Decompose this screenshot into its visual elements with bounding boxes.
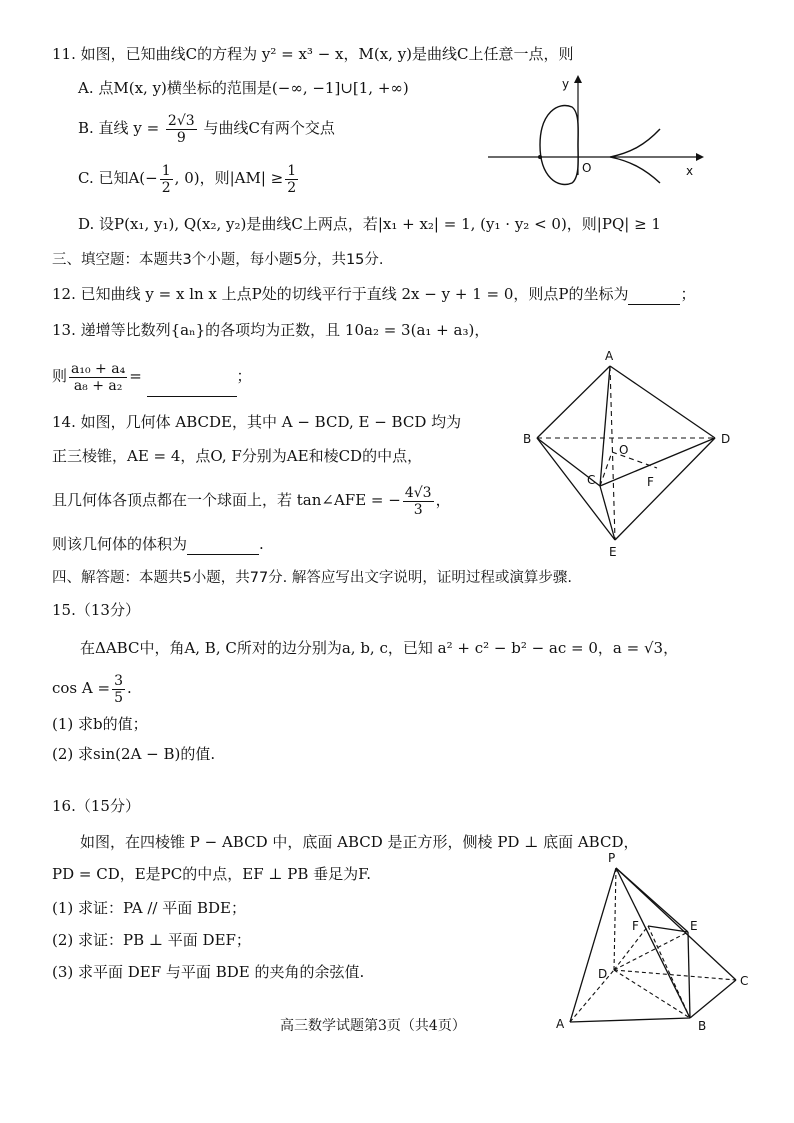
fig-label-a: A: [605, 349, 614, 363]
fig-label-d: D: [721, 432, 731, 446]
q16-part2: (2) 求证：PB ⊥ 平面 DEF；: [52, 931, 251, 949]
q16-line2: PD = CD，E是PC的中点，EF ⊥ PB 垂足为F.: [52, 865, 371, 883]
page-footer: 高三数学试题第3页（共4页）: [280, 1018, 466, 1034]
q14-line4: 则该几何体的体积为 .: [52, 535, 264, 553]
fig-label-b2: B: [698, 1019, 707, 1033]
fig-label-p: P: [608, 851, 616, 865]
q11-b-post: 与曲线C有两个交点: [203, 119, 335, 137]
q11-c-frac1: $\frac{1}{2}$: [161, 162, 171, 196]
q14-line1: 14. 如图，几何体 ABCDE，其中 A − BCD, E − BCD 均为: [52, 413, 462, 431]
fig-label-f2: F: [632, 919, 639, 933]
q11-option-d: D. 设P(x₁, y₁), Q(x₂, y₂)是曲线C上两点，若|x₁ + x₂| = 1, (y₁ · y₂ < 0)，则|PQ| ≥ 1: [78, 215, 661, 233]
q12: 12. 已知曲线 y = x ln x 上点P处的切线平行于直线 2x − y + 1 = 0，则点P的坐标为 ；: [52, 285, 696, 303]
q11-c-frac2: $\frac{1}{2}$: [287, 162, 297, 196]
q13-answer-blank[interactable]: [147, 356, 237, 397]
q15-heading: 15.（13分）: [52, 601, 140, 619]
q11-option-c: C. 已知A(− $\frac{1}{2}$ , 0)，则|AM| ≥ $\frac{1}{2}$: [78, 162, 297, 196]
q11-stem: 11. 如图，已知曲线C的方程为 y² = x³ − x，M(x, y)是曲线C上任意一点，则: [52, 45, 574, 63]
curve-figure: [480, 75, 710, 185]
pyramid-figure: [548, 850, 749, 1033]
q14-answer-blank[interactable]: [187, 534, 259, 555]
fig-label-e2: E: [690, 919, 698, 933]
fig-label-d2: D: [598, 967, 608, 981]
q14-line2: 正三棱锥，AE = 4，点O, F分别为AE和棱CD的中点，: [52, 447, 423, 465]
fig-label-o: O: [619, 443, 629, 457]
fig-o-label: O: [582, 161, 592, 175]
fig-label-f: F: [647, 475, 654, 489]
bipyramid-figure: [515, 348, 755, 558]
q13-line1: 13. 递增等比数列{aₙ}的各项均为正数，且 10a₂ = 3(a₁ + a₃)，: [52, 321, 490, 339]
q15-line1: 在ΔABC中，角A, B, C所对的边分别为a, b, c，已知 a² + c² − b² − ac = 0，a = √3，: [80, 639, 679, 657]
q12-answer-blank[interactable]: [628, 284, 680, 305]
q15-part2: (2) 求sin(2A − B)的值.: [52, 745, 216, 763]
q16-heading: 16.（15分）: [52, 797, 140, 815]
fig-label-b: B: [523, 432, 532, 446]
fig-label-e: E: [609, 545, 617, 559]
section-3-heading: 三、填空题：本题共3个小题，每小题5分，共15分.: [52, 252, 384, 268]
q16-part1: (1) 求证：PA // 平面 BDE；: [52, 899, 246, 917]
q13-line2: 则 $\frac{\text{a₁₀ + a₄}}{\text{a₈ + a₂}}$ = ；: [52, 356, 252, 397]
q15-cos: cos A = $\frac{3}{5}$ .: [52, 672, 132, 706]
q15-part1: (1) 求b的值；: [52, 715, 148, 733]
q14-fraction: $\frac{4√3}{3}$: [404, 484, 432, 518]
fig-label-a2: A: [556, 1017, 565, 1031]
fig-x-label: x: [686, 164, 694, 178]
fig-y-label: y: [562, 77, 570, 91]
q16-part3: (3) 求平面 DEF 与平面 BDE 的夹角的余弦值.: [52, 963, 365, 981]
section-4-heading: 四、解答题：本题共5小题，共77分. 解答应写出文字说明，证明过程或演算步骤.: [52, 570, 573, 586]
q11-option-a: A. 点M(x, y)横坐标的范围是(−∞, −1]∪[1, +∞): [78, 79, 409, 97]
fig-label-c2: C: [740, 974, 749, 988]
q11-option-b: [78, 110, 335, 146]
fig-label-c: C: [587, 473, 596, 487]
q11-b-pre: B. 直线 y =: [78, 119, 160, 137]
q13-fraction: $\frac{\text{a₁₀ + a₄}}{\text{a₈ + a₂}}$: [71, 360, 126, 394]
q16-line1: 如图，在四棱锥 P − ABCD 中，底面 ABCD 是正方形，侧棱 PD ⊥ 底面 ABCD，: [80, 833, 639, 851]
q14-line3: 且几何体各顶点都在一个球面上，若 tan∠AFE = − $\frac{4√3}{3}$ ，: [52, 484, 451, 518]
q15-fraction: $\frac{3}{5}$: [114, 672, 123, 706]
q11-b-fraction: $\frac{2√3}{9}$: [167, 112, 195, 146]
